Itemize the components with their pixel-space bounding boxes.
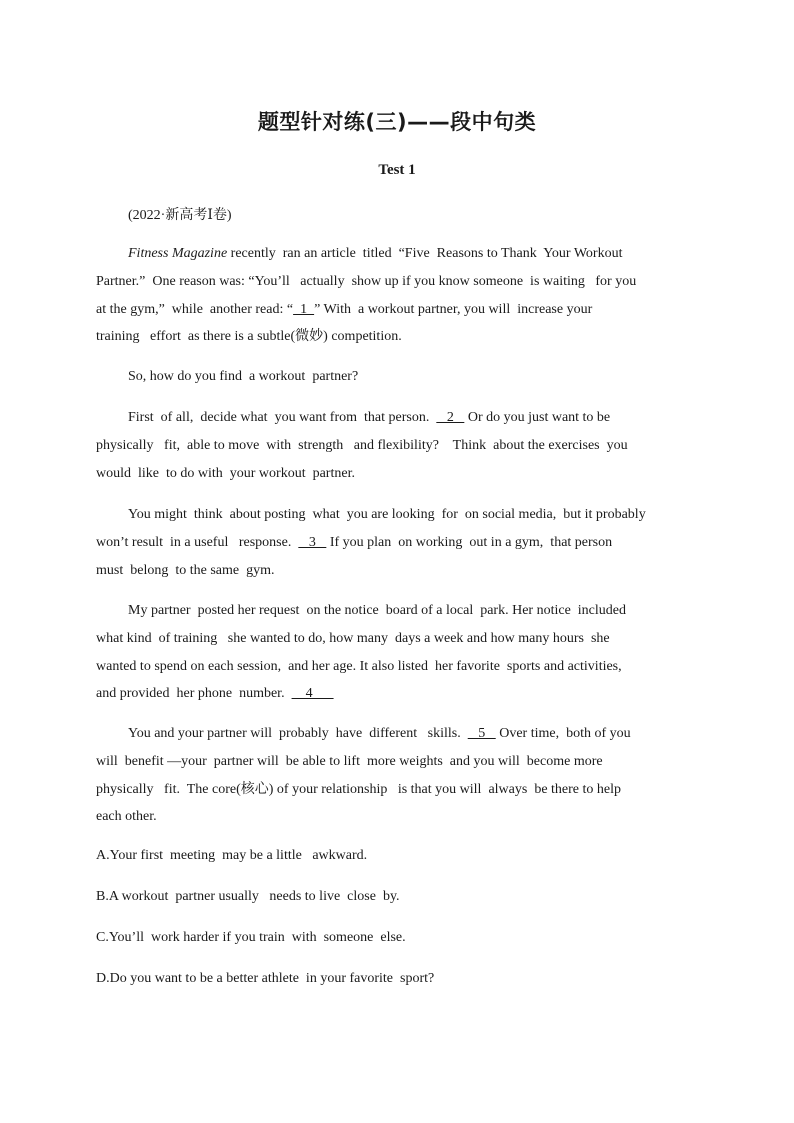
paragraph-line: training effort as there is a subtle(微妙) competition.	[96, 329, 402, 345]
blank-1: 1	[293, 301, 315, 317]
option-c: C.You’ll work harder if you train with someone else.	[96, 930, 406, 945]
option-d: D.Do you want to be a better athlete in your favorite sport?	[96, 971, 435, 986]
blank-5: 5	[467, 726, 496, 741]
magazine-name: Fitness Magazine	[128, 246, 228, 261]
paragraph-line	[96, 720, 696, 748]
paragraph-line: physically fit, able to move with strength and flexibility? Think about the exercises you	[96, 437, 628, 453]
paragraph-5	[96, 597, 696, 708]
text-span: If you plan on working out in a gym, that person	[326, 534, 613, 550]
blank-3: 3	[298, 534, 327, 550]
paragraph-line	[96, 296, 696, 324]
test-label: Test 1	[378, 162, 416, 178]
text-span: recently ran an article titled “Five Reasons to Thank Your Workout	[227, 246, 623, 261]
paragraph-line: wanted to spend on each session, and her age. It also listed her favorite sports and activities,	[96, 658, 622, 674]
text-span: Or do you just want to be	[464, 410, 611, 425]
blank-4: 4	[291, 686, 334, 702]
paragraph-line: would like to do with your workout partner.	[96, 465, 355, 481]
text-span: won’t result in a useful response.	[96, 534, 299, 550]
paragraph-line: Partner.” One reason was: “You’ll actually show up if you know someone is waiting for you	[96, 273, 637, 289]
paragraph-6	[96, 720, 696, 831]
option-b: B.A workout partner usually needs to live close by.	[96, 889, 400, 904]
paragraph-line: So, how do you find a workout partner?	[128, 369, 359, 384]
text-span: at the gym,” while another read: “	[96, 301, 294, 317]
page-title: 题型针对练(三)——段中句类	[257, 110, 537, 134]
paragraph-2	[96, 363, 696, 391]
paragraph-line: must belong to the same gym.	[96, 562, 275, 578]
paragraph-line: My partner posted her request on the notice board of a local park. Her notice included	[128, 603, 626, 618]
blank-2: 2	[436, 410, 465, 425]
paragraph-line: what kind of training she wanted to do, how many days a week and how many hours she	[96, 630, 610, 646]
text-span: and provided her phone number.	[96, 686, 292, 702]
option-a: A.Your first meeting may be a little awkward.	[96, 848, 368, 863]
text-span: Over time, both of you	[495, 726, 631, 741]
paragraph-line: will benefit —your partner will be able to lift more weights and you will become more	[96, 753, 603, 769]
source-note: (2022·新高考Ⅰ卷)	[128, 208, 232, 223]
text-span: ” With a workout partner, you will increase your	[314, 301, 593, 317]
text-span: You and your partner will probably have different skills.	[128, 726, 468, 741]
paragraph-line: each other.	[96, 809, 157, 825]
paragraph-line	[96, 529, 696, 557]
paragraph-line	[96, 240, 696, 268]
paragraph-line	[96, 404, 696, 432]
paragraph-line: You might think about posting what you are looking for on social media, but it probably	[128, 507, 646, 522]
paragraph-3	[96, 404, 696, 487]
paragraph-4	[96, 501, 696, 584]
paragraph-1	[96, 240, 696, 351]
paragraph-line: physically fit. The core(核心) of your relationship is that you will always be there to help	[96, 781, 622, 797]
paragraph-line	[96, 680, 696, 708]
text-span: First of all, decide what you want from that person.	[128, 410, 437, 425]
